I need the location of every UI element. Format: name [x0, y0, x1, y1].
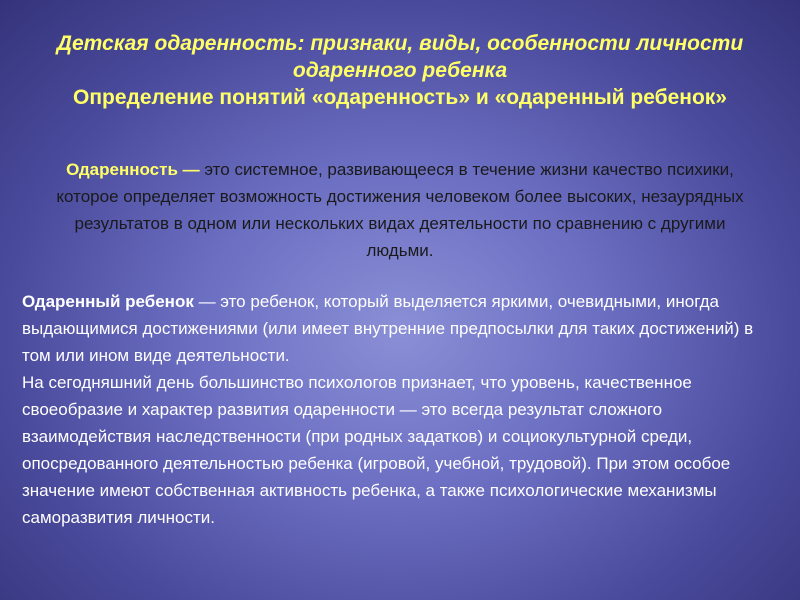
- definition-term: Одаренность —: [66, 160, 200, 179]
- gifted-child-block: [22, 288, 782, 531]
- definition-gifted-child: [22, 288, 782, 369]
- slide-title: Детская одаренность: признаки, виды, особенности личности одаренного ребенка: [56, 32, 744, 82]
- slide-subtitle: Определение понятий «одаренность» и «одаренный ребенок»: [73, 86, 727, 109]
- gifted-child-term: Одаренный ребенок: [22, 292, 194, 311]
- definition-giftedness: [40, 156, 760, 264]
- body-paragraph: На сегодняшний день большинство психологов признает, что уровень, качественное своеобразие и характер развития одаренности — это всегда результат сложного взаимодействия наследственности (при родных задатков) и социокультурной среди, опосредованного деятельностью ребенка (игровой, учебной, трудовой). При этом особое значение имеют собственная активность ребенка, а также психологические механизмы саморазвития личности.: [22, 373, 731, 527]
- gifted-child-text: — это ребенок, который выделяется яркими, очевидными, иногда выдающимися достижениями (или имеет внутренние предпосылки для таких достижений) в том или ином виде деятельности.: [22, 292, 754, 365]
- definition-text: это системное, развивающееся в течение жизни качество психики, которое определяет возможность достижения человеком более высоких, незаурядных результатов в одном или нескольких видах деятельности по сравнению с другими людьми.: [56, 160, 744, 260]
